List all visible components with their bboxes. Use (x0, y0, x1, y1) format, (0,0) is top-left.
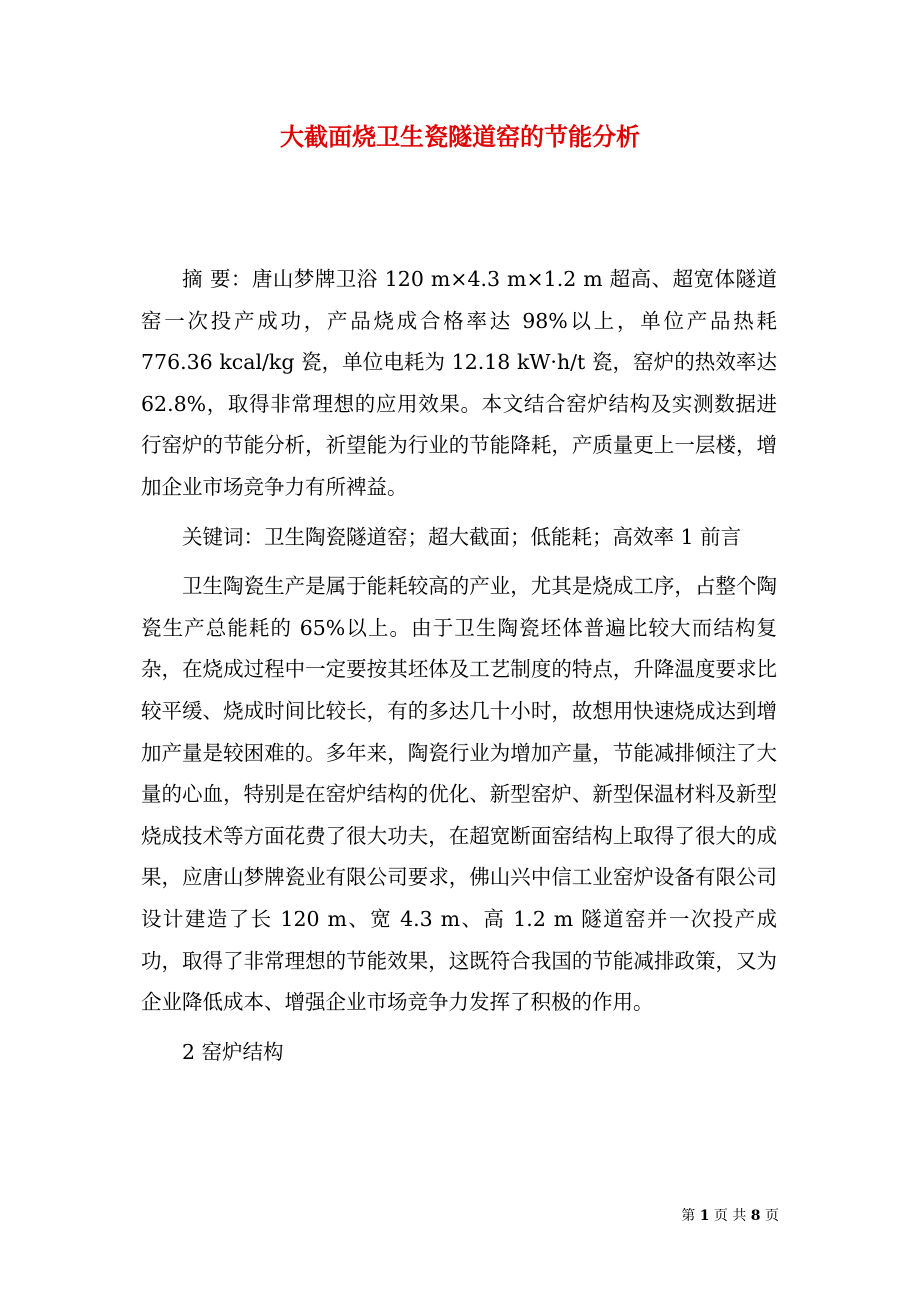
footer-total-pages: 8 (750, 1208, 761, 1224)
footer-prefix: 第 (681, 1208, 696, 1224)
document-title: 大截面烧卫生瓷隧道窑的节能分析 (280, 122, 640, 151)
footer-page-number: 1 (699, 1208, 710, 1224)
keywords-paragraph: 关键词：卫生陶瓷隧道窑；超大截面；低能耗；高效率 1 前言 (182, 524, 742, 549)
abstract-paragraph: 摘 要：唐山梦牌卫浴 120 m×4.3 m×1.2 m 超高、超宽体隧道窑一次投产成功，产品烧成合格率达 98%以上，单位产品热耗 776.36 kcal/kg 瓷，单位电耗为 12.18 kW·h/t 瓷，窑炉的热效率达 62.8%，取得非常理想的应用效果。本文结合窑炉结构及实测数据进行窑炉的节能分析，祈望能为行业的节能降耗，产质量更上一层楼，增加企业市场竞争力有所裨益。 (141, 267, 777, 499)
introduction-paragraph: 卫生陶瓷生产是属于能耗较高的产业，尤其是烧成工序，占整个陶瓷生产总能耗的 65%以上。由于卫生陶瓷坯体普遍比较大而结构复杂，在烧成过程中一定要按其坯体及工艺制度的特点，升降温度要求比较平缓、烧成时间比较长，有的多达几十小时，故想用快速烧成达到增加产量是较困难的。多年来，陶瓷行业为增加产量，节能减排倾注了大量的心血，特别是在窑炉结构的优化、新型窑炉、新型保温材料及新型烧成技术等方面花费了很大功夫，在超宽断面窑结构上取得了很大的成果，应唐山梦牌瓷业有限公司要求，佛山兴中信工业窑炉设备有限公司设计建造了长 120 m、宽 4.3 m、高 1.2 m 隧道窑并一次投产成功，取得了非常理想的节能效果，这既符合我国的节能减排政策，又为企业降低成本、增强企业市场竞争力发挥了积极的作用。 (141, 574, 777, 1015)
footer-middle: 页 共 (713, 1208, 747, 1224)
page-footer (681, 1206, 779, 1226)
document-body (141, 259, 777, 1081)
section-heading: 2 窑炉结构 (182, 1039, 284, 1064)
footer-suffix: 页 (765, 1208, 779, 1224)
